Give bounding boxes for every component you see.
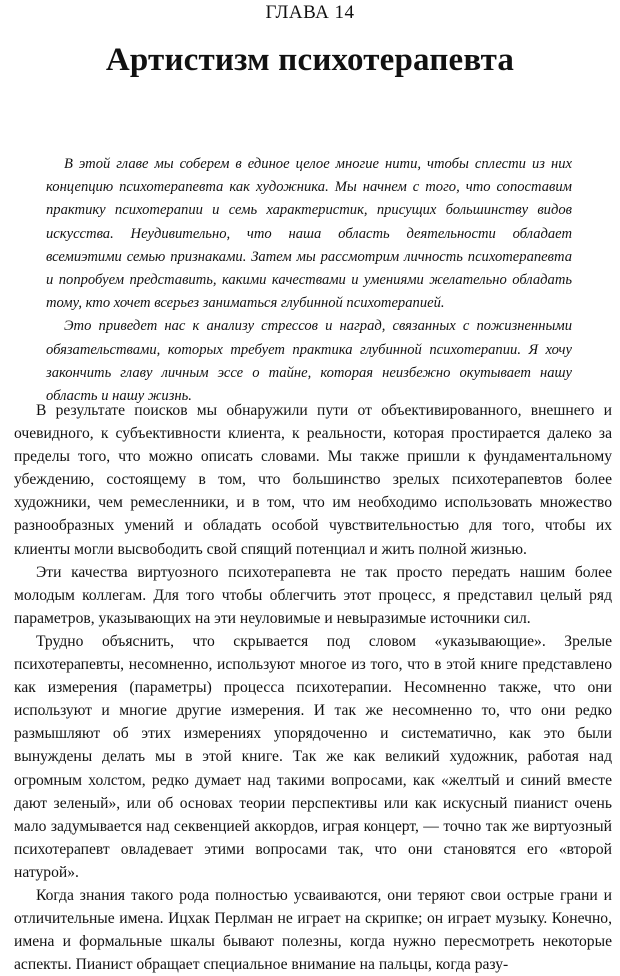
- body-paragraph: Эти качества виртуозного психотерапевта не так просто передать нашим более молодым коллегам. Для того чтобы облегчить этот процесс, я представил целый ряд параметров, указывающих на эти неуловимые и невыразимые источники сил.: [14, 563, 612, 627]
- chapter-label: ГЛАВА 14: [265, 2, 355, 23]
- chapter-title: Артистизм психотерапевта: [105, 42, 515, 78]
- abstract-paragraph: Это приведет нас к анализу стрессов и наград, связанных с пожизненными обязательствами, которых требует практика глубинной психотерапии. Я хочу закончить главу личным эссе о тайне, которая неизбежно окутывает нашу область и нашу жизнь.: [46, 318, 572, 405]
- chapter-abstract: [46, 153, 572, 408]
- body-paragraph: Когда знания такого рода полностью усваиваются, они теряют свои острые грани и отличительные имена. Ицхак Перлман не играет на скрипке; он играет музыку. Конечно, имена и формальные шкалы бывают полезны, когда нужно пересмотреть некоторые аспекты. Пианист обращает специальное внимание на пальцы, когда разу-: [14, 886, 612, 974]
- main-text: [14, 399, 612, 976]
- body-paragraph: Трудно объяснить, что скрывается под словом «указывающие». Зрелые психотерапевты, несомненно, используют многое из того, что в этой книге представлено как измерения (параметры) процесса психотерапии. Несомненно также, что они используют и многие другие измерения. И так же несомненно то, что они редко размышляют об этих измерениях упорядоченно и систематично, как это были вынуждены делать мы в этой книге. Так же как великий художник, работая над огромным холстом, редко думает над такими вопросами, как «желтый и синий вместе дают зеленый», или об основах теории перспективы или как искусный пианист очень мало задумывается над секвенцией аккордов, играя концерт, — точно так же виртуозный психотерапевт овладевает этими вопросами так, что они становятся его «второй натурой».: [14, 632, 612, 881]
- body-paragraph: В результате поисков мы обнаружили пути от объективированного, внешнего и очевидного, к субъективности клиента, к реальности, которая простирается далеко за пределы того, что можно описать словами. Мы также пришли к фундаментальному убеждению, состоящему в том, что большинство зрелых психотерапевтов более художники, чем ремесленники, и в том, что им необходимо использовать множество разнообразных умений и обладать особой чувствительностью для того, чтобы их клиенты могли высвободить свой спящий потенциал и жить полной жизнью.: [14, 402, 612, 558]
- abstract-paragraph: В этой главе мы соберем в единое целое многие нити, чтобы сплести из них концепцию психотерапевта как художника. Мы начнем с того, что сопоставим практику психотерапии и семь характеристик, присущих большинству видов искусства. Неудивительно, что наша область деятельности обладает всемиэтими семью признаками. Затем мы рассмотрим личность психотерапевта и попробуем представить, какими качествами и умениями желательно обладать тому, кто хочет всерьез заниматься глубинной психотерапией.: [46, 156, 572, 312]
